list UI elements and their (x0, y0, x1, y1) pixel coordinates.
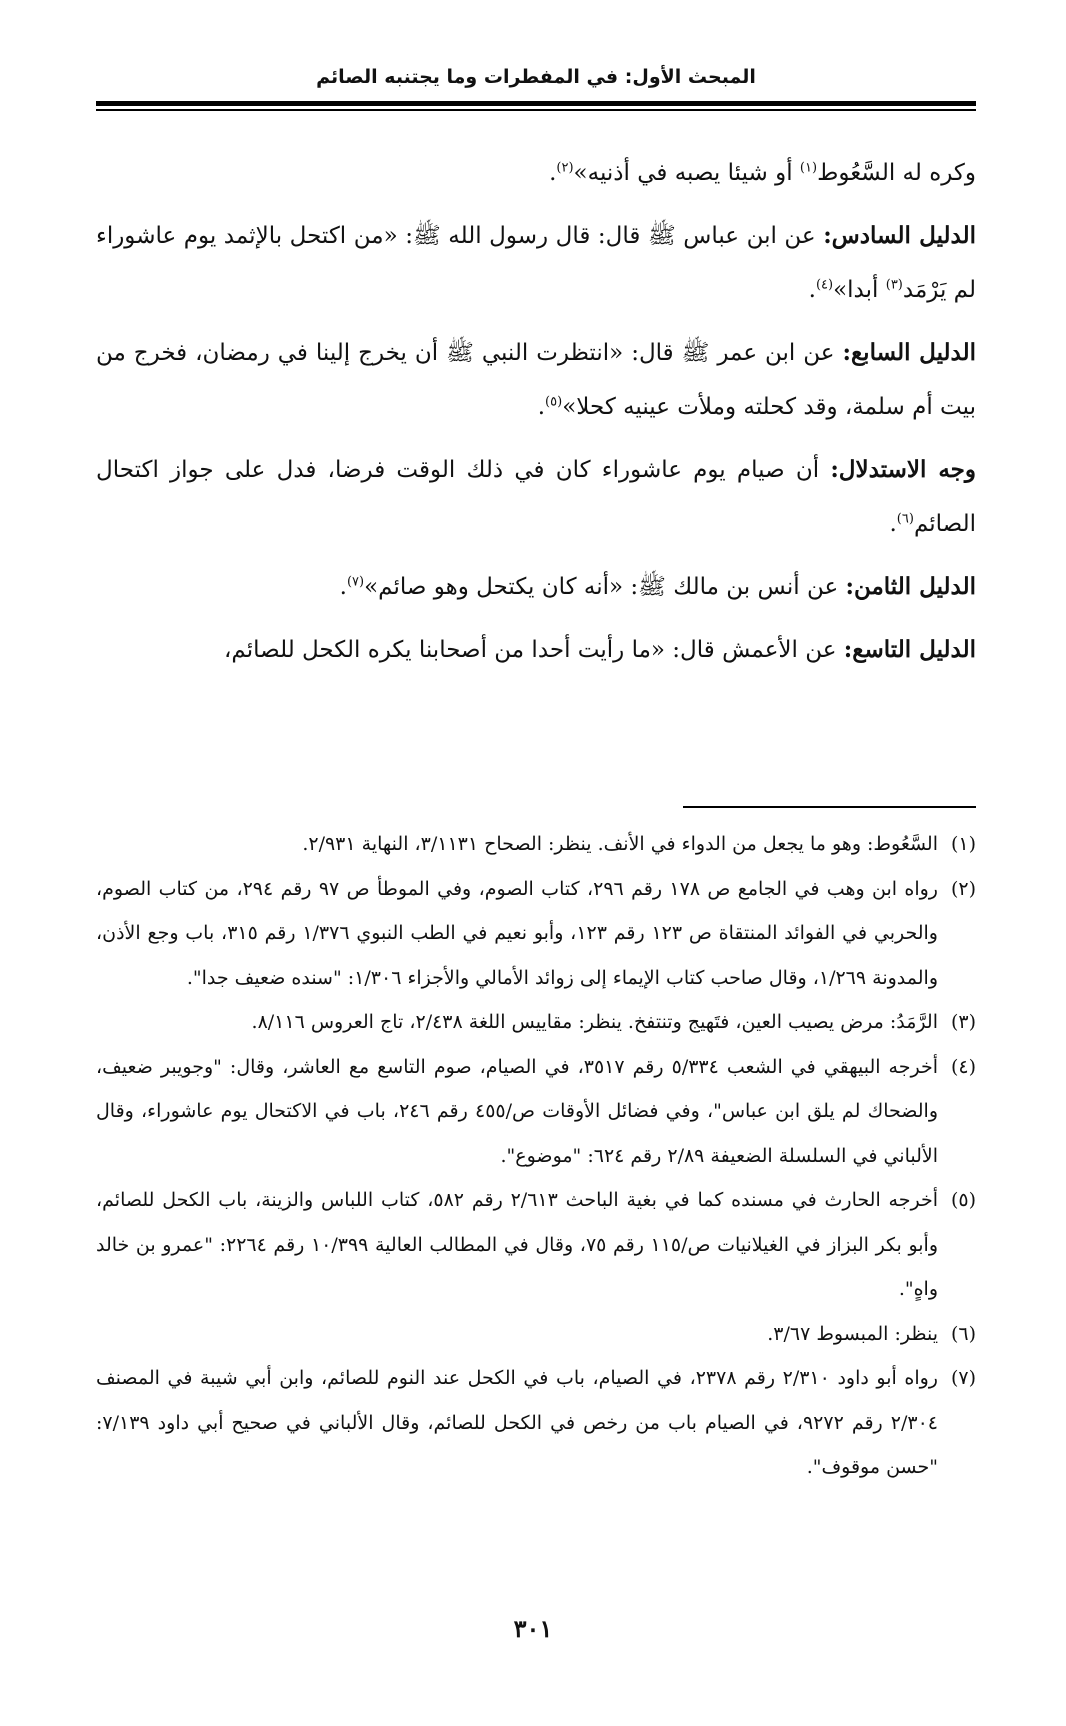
main-text (96, 146, 976, 686)
footnote-text: السَّعُوط: وهو ما يجعل من الدواء في الأنف. ينظر: الصحاح ٣/١١٣١، النهاية ٢/٩٣١. (302, 833, 938, 855)
footnote-item (96, 822, 976, 867)
footnote-number: (٥) (950, 1189, 976, 1211)
footnote-item (96, 867, 976, 1001)
footnote-number: (١) (950, 833, 976, 855)
evidence-heading: الدليل التاسع: (843, 636, 976, 663)
footnote-number: (٢) (950, 877, 976, 900)
footnote-ref: (٧) (346, 574, 365, 590)
header-rule-thick (96, 101, 976, 106)
paragraph-inference: وجه الاستدلال: أن صيام يوم عاشوراء كان في ذلك الوقت فرضا، فدل على جواز اكتحال الصائم$^{(٦)}$. (96, 456, 976, 537)
footnotes (96, 822, 976, 1490)
footnote-text: ينظر: المبسوط ٣/٦٧. (767, 1322, 938, 1345)
footnote-ref: (٥) (545, 394, 563, 410)
paragraph-continuation: وكره له السَّعُوط$^{(١)}$ أو شيئا يصبه في أذنيه»$^{(٢)}$. (549, 160, 976, 186)
footnote-item (96, 1045, 976, 1179)
footnote-ref: (٢) (556, 160, 574, 176)
footnote-item (96, 1356, 976, 1490)
footnote-text: أخرجه الحارث في مسنده كما في بغية الباحث ٢/٦١٣ رقم ٥٨٢، كتاب اللباس والزينة، باب الكحل للصائم، وأبو بكر البزاز في الغيلانيات ص/١١٥ رقم ٧٥، وقال في المطالب العالية ١٠/٣٩٩ رقم ٢٢٦٤: "عمرو بن خالد واهٍ". (96, 1189, 938, 1300)
footnote-text: رواه ابن وهب في الجامع ص ١٧٨ رقم ٢٩٦، كتاب الصوم، وفي الموطأ ص ٩٧ رقم ٢٩٤، من كتاب الصوم، والحربي في الفوائد المنتقاة ص ١٢٣ رقم ١٢٣، وأبو نعيم في الطب النبوي ١/٣٧٦ رقم ٣١٥، باب وجع الأذن، والمدونة ١/٢٦٩، وقال صاحب كتاب الإيماء إلى زوائد الأمالي والأجزاء ١/٣٠٦: "سنده ضعيف جدا". (96, 877, 938, 989)
footnote-number: (٤) (950, 1055, 976, 1078)
paragraph-evidence-8: الدليل الثامن: عن أنس بن مالك ﷺ: «أنه كان يكتحل وهو صائم»$^{(٧)}$. (339, 573, 976, 600)
footnote-ref: (٦) (896, 511, 914, 527)
footnote-item (96, 1000, 976, 1045)
evidence-heading: وجه الاستدلال: (830, 456, 976, 483)
footnote-number: (٧) (950, 1367, 976, 1389)
footnote-item (96, 1312, 976, 1357)
footnote-ref: (٤) (815, 277, 834, 293)
footnote-text: الرَّمَدُ: مرض يصيب العين، فتَهيج وتنتفخ. ينظر: مقاييس اللغة ٢/٤٣٨، تاج العروس ٨/١١٦. (251, 1011, 938, 1033)
paragraph-evidence-7: الدليل السابع: عن ابن عمر ﷺ قال: «انتظرت النبي ﷺ أن يخرج إلينا في رمضان، فخرج من بيت أم سلمة، وقد كحلته وملأت عينيه كحلا»$^{(٥)}$. (96, 339, 976, 420)
footnote-text: رواه أبو داود ٢/٣١٠ رقم ٢٣٧٨، في الصيام، باب في الكحل عند النوم للصائم، وابن أبي شيبة في المصنف ٢/٣٠٤ رقم ٩٢٧٢، في الصيام باب من رخص في الكحل للصائم، وقال الألباني في صحيح أبي داود ٧/١٣٩: "حسن موقوف". (96, 1367, 938, 1478)
paragraph-evidence-6: الدليل السادس: عن ابن عباس ﷺ قال: قال رسول الله ﷺ: «من اكتحل بالإثمد يوم عاشوراء لم يَرْمَد$^{(٣)}$ أبدا»$^{(٤)}$. (96, 222, 976, 303)
paragraph-evidence-9: الدليل التاسع: عن الأعمش قال: «ما رأيت أحدا من أصحابنا يكره الكحل للصائم، (224, 636, 976, 663)
evidence-heading: الدليل السادس: (823, 222, 976, 249)
footnote-ref: (١) (799, 160, 818, 176)
header-rule-thin (96, 109, 976, 111)
footnote-text: أخرجه البيهقي في الشعب ٥/٣٣٤ رقم ٣٥١٧، في الصيام، صوم التاسع مع العاشر، وقال: "وجويبر ضعيف، والضحاك لم يلق ابن عباس"، وفي فضائل الأوقات ص/٤٥٥ رقم ٢٤٦، باب في الاكتحال يوم عاشوراء، وقال الألباني في السلسلة الضعيفة ٢/٨٩ رقم ٦٢٤: "موضوع". (96, 1055, 939, 1167)
evidence-heading: الدليل الثامن: (845, 573, 976, 600)
footnote-ref: (٣) (885, 277, 903, 293)
footnote-separator (683, 806, 976, 808)
evidence-heading: الدليل السابع: (842, 339, 976, 366)
page-number: ٣٠١ (513, 1614, 553, 1643)
running-header: المبحث الأول: في المفطرات وما يجتنبه الصائم (316, 66, 756, 88)
footnote-item (96, 1178, 976, 1312)
footnote-number: (٣) (950, 1011, 976, 1033)
footnote-number: (٦) (950, 1322, 976, 1345)
